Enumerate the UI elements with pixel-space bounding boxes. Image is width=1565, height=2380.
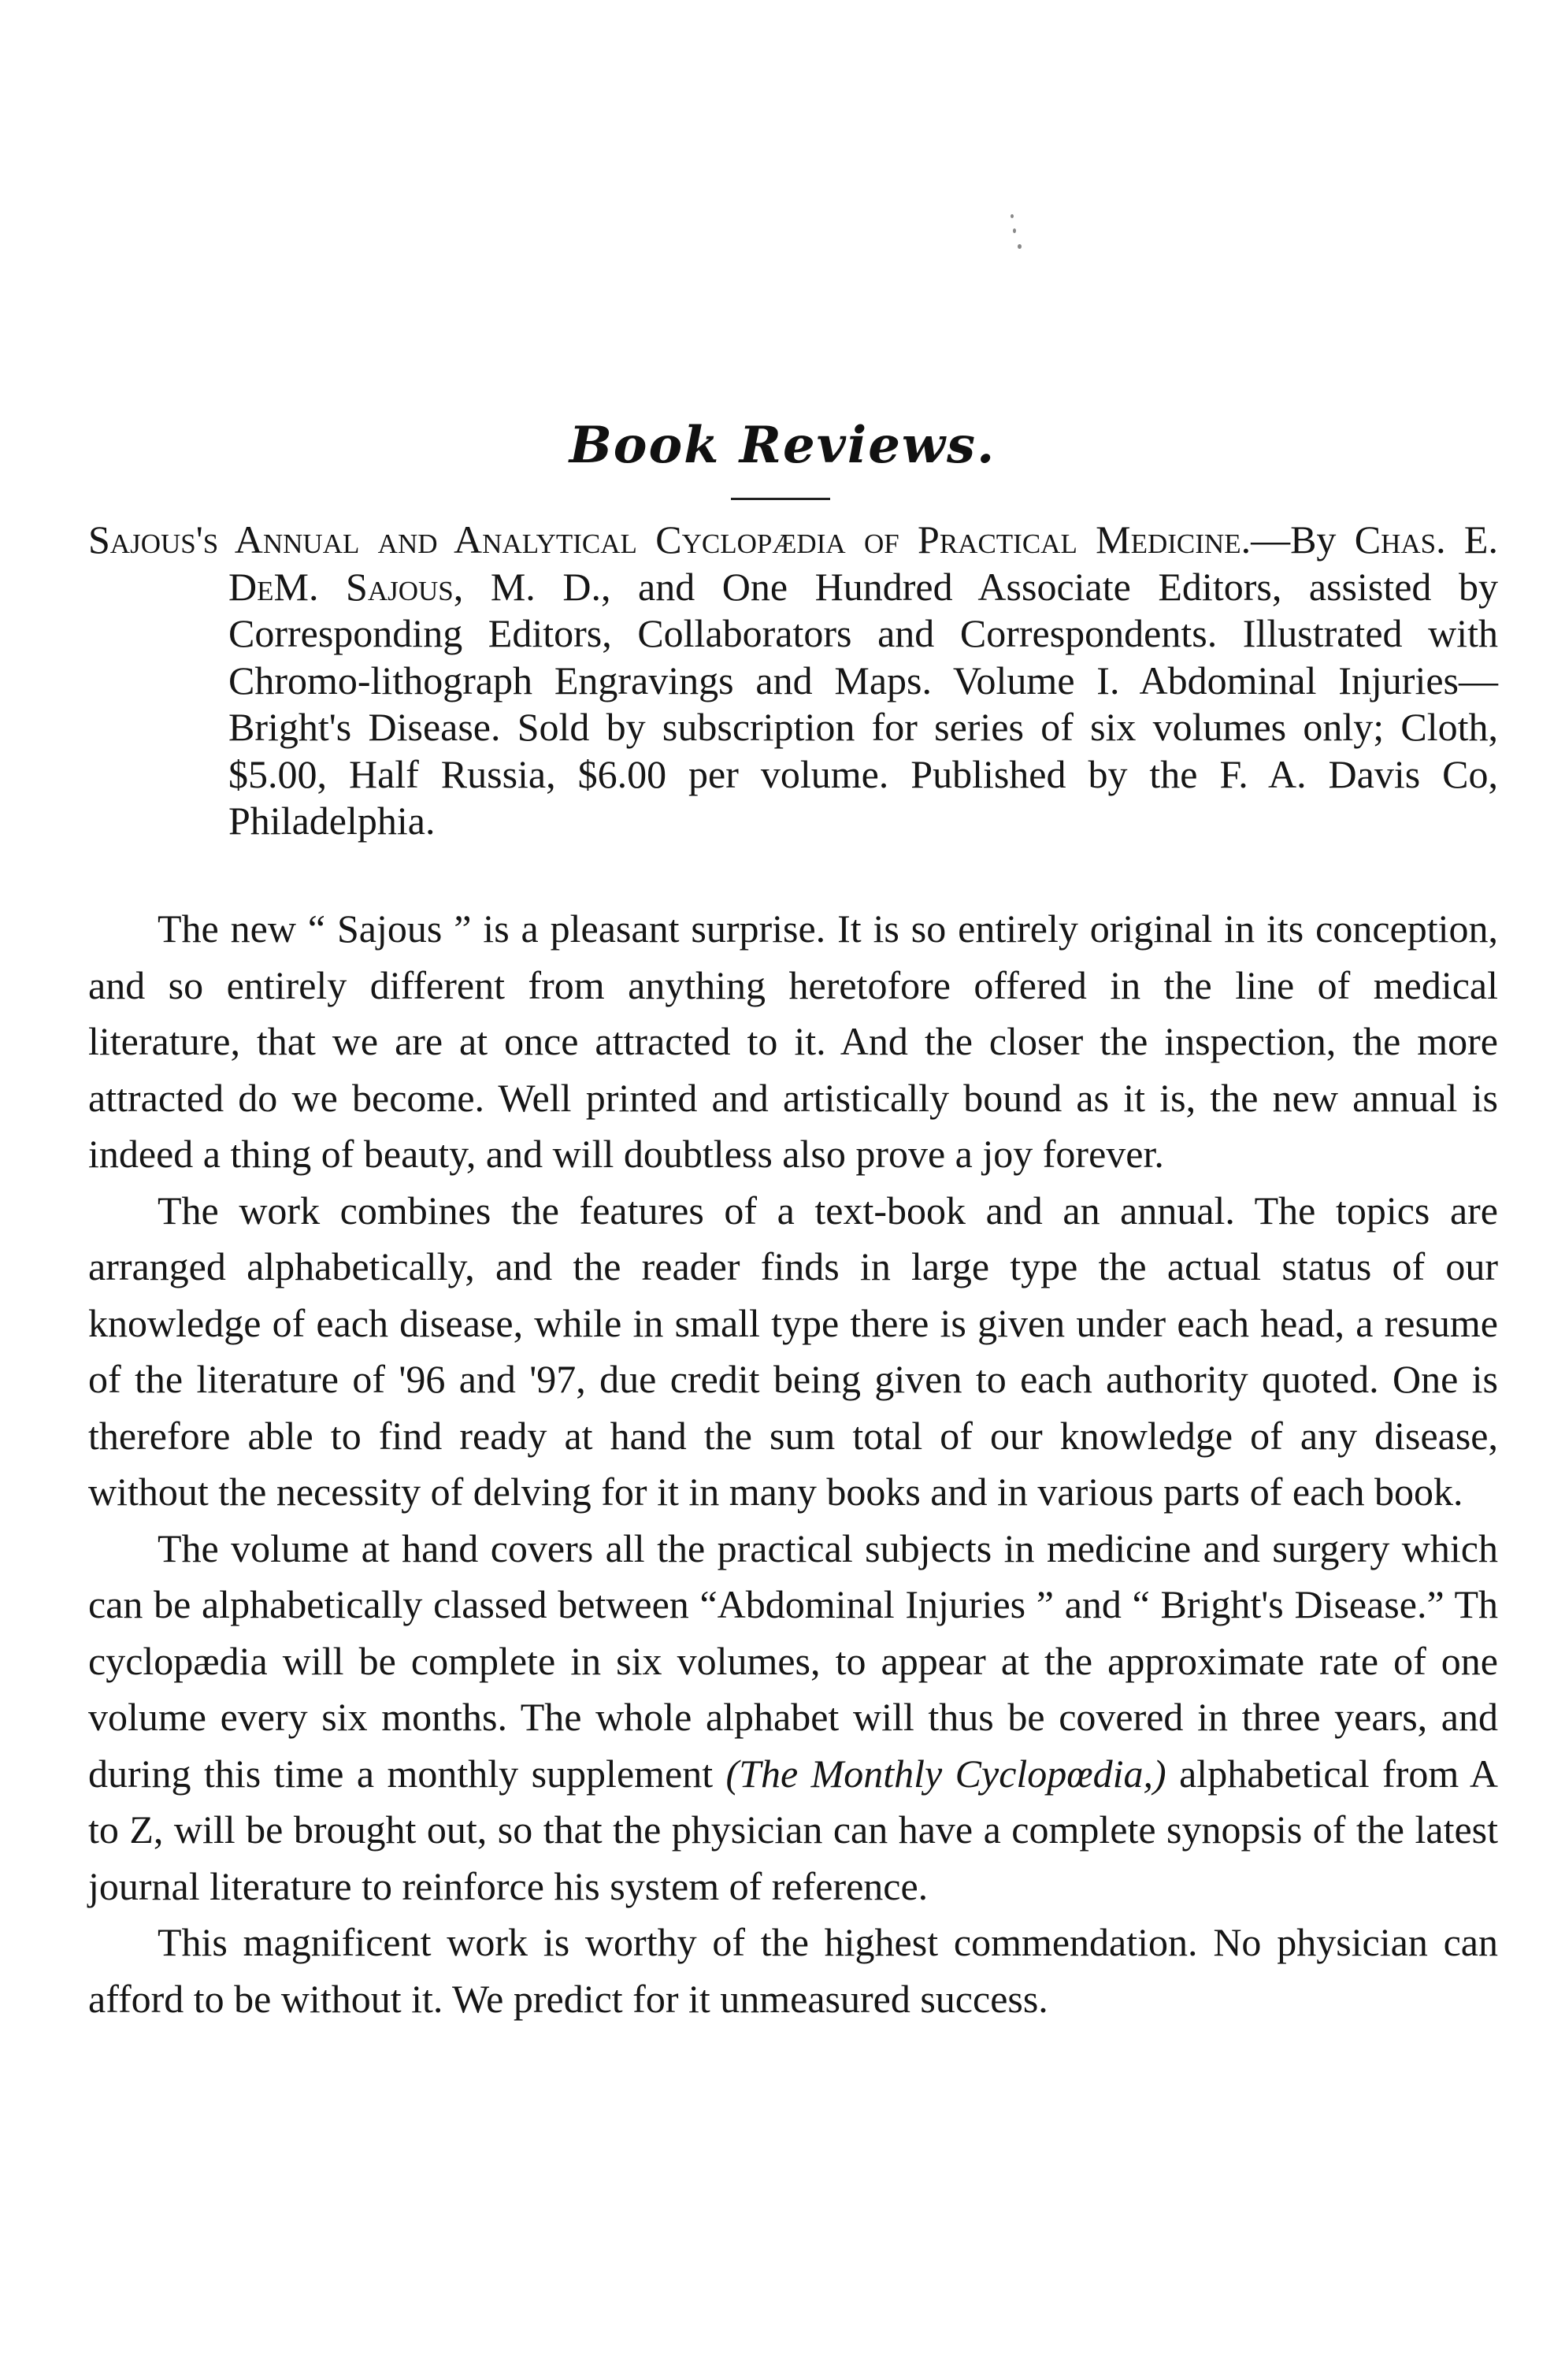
citation-by: —By <box>1251 517 1355 562</box>
review-paragraph: This magnificent work is worthy of the highest commendation. No physician can afford to be without it. We predict for it unmeasured success. <box>88 1920 1498 2021</box>
book-citation <box>88 517 1498 845</box>
book-title: Sajous's Annual and Analytical Cyclopædia of Practical Medicine. <box>88 517 1252 562</box>
review-paragraph <box>88 1521 1498 1915</box>
paragraph-text: The volume at hand covers all the practical subjects in medicine and surgery which can be alphabetically classed between “Abdominal Injuries ” and “ Bright's Disease.” Th cyclopædia will be complete in six volumes, to appear at the approximate rate of one volume every six months. The whole alphabet will thus be covered in three years, and during this time a monthly supplement <box>88 1525 1498 1796</box>
review-body <box>88 901 1498 2027</box>
supplement-title: (The Monthly Cyclopœdia,) <box>725 1751 1166 1796</box>
heading-rule <box>731 498 830 500</box>
book-author: Chas. E. DeM. Sajous <box>228 517 1498 609</box>
review-paragraph: The new “ Sajous ” is a pleasant surprise. It is so entirely original in its conception, and so entirely different from anything heretofore offered in the line of medical literature, that we are at once attracted to it. And the closer the inspection, the more attracted do we become. Well printed and artistically bound as it is, the new annual is indeed a thing of beauty, and will doubtless also prove a joy forever. <box>88 906 1498 1176</box>
section-heading: Book Reviews. <box>569 416 996 475</box>
print-speck <box>1018 244 1022 249</box>
print-speck <box>1011 214 1014 218</box>
review-paragraph: The work combines the features of a text-book and an annual. The topics are arranged alphabetically, and the reader finds in large type the actual status of our knowledge of each disease, while in small type there is given under each head, a resume of the literature of '96 and '97, due credit being given to each authority quoted. One is therefore able to find ready at hand the sum total of our knowledge of any disease, without the necessity of delving for it in many books and in various parts of each book. <box>88 1188 1498 1514</box>
citation-details: , M. D., and One Hundred Associate Editors, assisted by Corresponding Editors, Collaborators and Correspondents. Illustrated with Chromo-lithograph Engravings and Maps. Volume I. Abdominal Injuries—Bright's Disease. Sold by subscription for series of six volumes only; Cloth, $5.00, Half Russia, $6.00 per volume. Published by the F. A. Davis Co, Philadelphia. <box>228 564 1498 843</box>
print-speck <box>1013 228 1016 233</box>
paragraph-text: alphabetical from A to Z, will be brought out, so that the physician can have a complete synopsis of the latest journal literature to reinforce his system of reference. <box>88 1751 1499 1908</box>
